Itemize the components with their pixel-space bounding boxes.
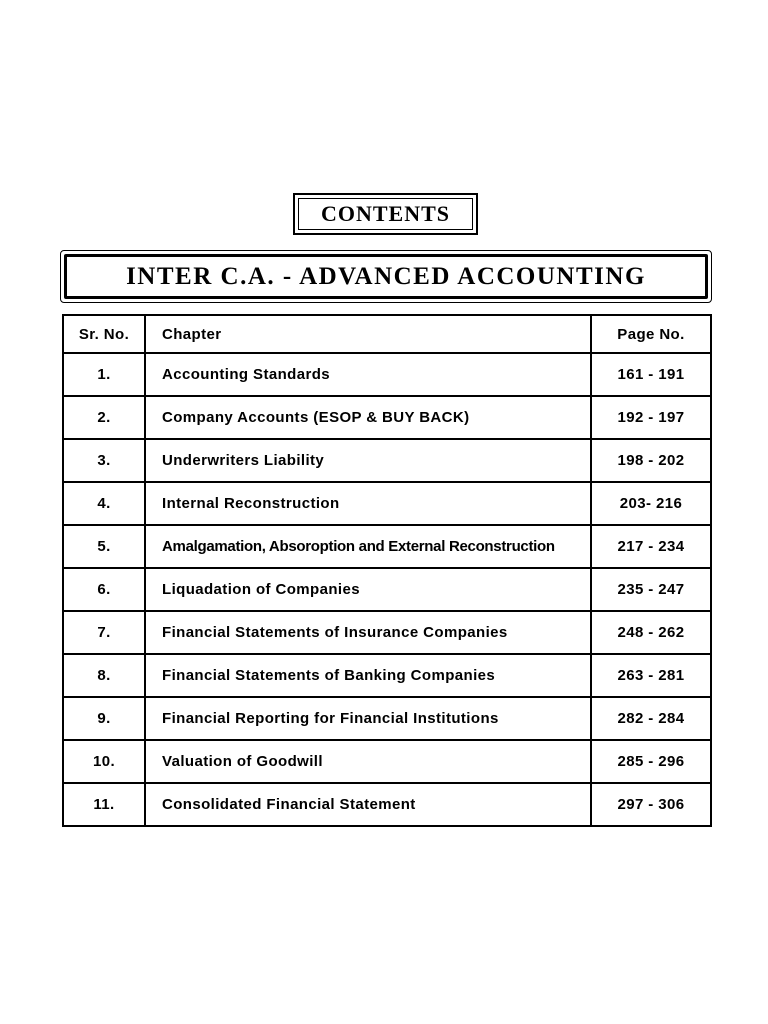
row-chapter: Consolidated Financial Statement — [145, 783, 591, 826]
row-sr-no: 1. — [63, 353, 145, 396]
subject-title: INTER C.A. - ADVANCED ACCOUNTING — [64, 254, 708, 299]
header-chapter: Chapter — [145, 315, 591, 353]
row-sr-no: 8. — [63, 654, 145, 697]
row-sr-no: 9. — [63, 697, 145, 740]
row-chapter: Financial Statements of Insurance Companies — [145, 611, 591, 654]
table-row — [63, 783, 711, 826]
contents-table — [62, 314, 712, 827]
row-page-range: 285 - 296 — [591, 740, 711, 783]
row-chapter: Financial Reporting for Financial Institutions — [145, 697, 591, 740]
row-page-range: 203- 216 — [591, 482, 711, 525]
table-row — [63, 697, 711, 740]
table-row — [63, 525, 711, 568]
row-sr-no: 3. — [63, 439, 145, 482]
row-page-range: 217 - 234 — [591, 525, 711, 568]
table-row — [63, 654, 711, 697]
row-chapter: Liquadation of Companies — [145, 568, 591, 611]
row-page-range: 297 - 306 — [591, 783, 711, 826]
row-page-range: 282 - 284 — [591, 697, 711, 740]
table-header-row — [63, 315, 711, 353]
contents-heading-frame — [293, 193, 478, 235]
row-sr-no: 10. — [63, 740, 145, 783]
row-chapter: Company Accounts (ESOP & BUY BACK) — [145, 396, 591, 439]
row-sr-no: 6. — [63, 568, 145, 611]
row-page-range: 192 - 197 — [591, 396, 711, 439]
row-page-range: 198 - 202 — [591, 439, 711, 482]
row-page-range: 263 - 281 — [591, 654, 711, 697]
table-row — [63, 568, 711, 611]
row-sr-no: 4. — [63, 482, 145, 525]
table-row — [63, 482, 711, 525]
row-sr-no: 11. — [63, 783, 145, 826]
table-row — [63, 611, 711, 654]
table-row — [63, 353, 711, 396]
table-row — [63, 439, 711, 482]
contents-heading: CONTENTS — [298, 198, 473, 230]
header-sr-no: Sr. No. — [63, 315, 145, 353]
row-page-range: 235 - 247 — [591, 568, 711, 611]
row-chapter: Internal Reconstruction — [145, 482, 591, 525]
row-page-range: 161 - 191 — [591, 353, 711, 396]
header-page-no: Page No. — [591, 315, 711, 353]
row-sr-no: 2. — [63, 396, 145, 439]
subject-title-frame — [60, 250, 712, 303]
row-chapter: Underwriters Liability — [145, 439, 591, 482]
row-chapter: Valuation of Goodwill — [145, 740, 591, 783]
row-page-range: 248 - 262 — [591, 611, 711, 654]
row-chapter: Amalgamation, Absoroption and External Reconstruction — [145, 525, 591, 568]
row-chapter: Financial Statements of Banking Companies — [145, 654, 591, 697]
table-row — [63, 740, 711, 783]
row-sr-no: 5. — [63, 525, 145, 568]
table-row — [63, 396, 711, 439]
row-chapter: Accounting Standards — [145, 353, 591, 396]
row-sr-no: 7. — [63, 611, 145, 654]
